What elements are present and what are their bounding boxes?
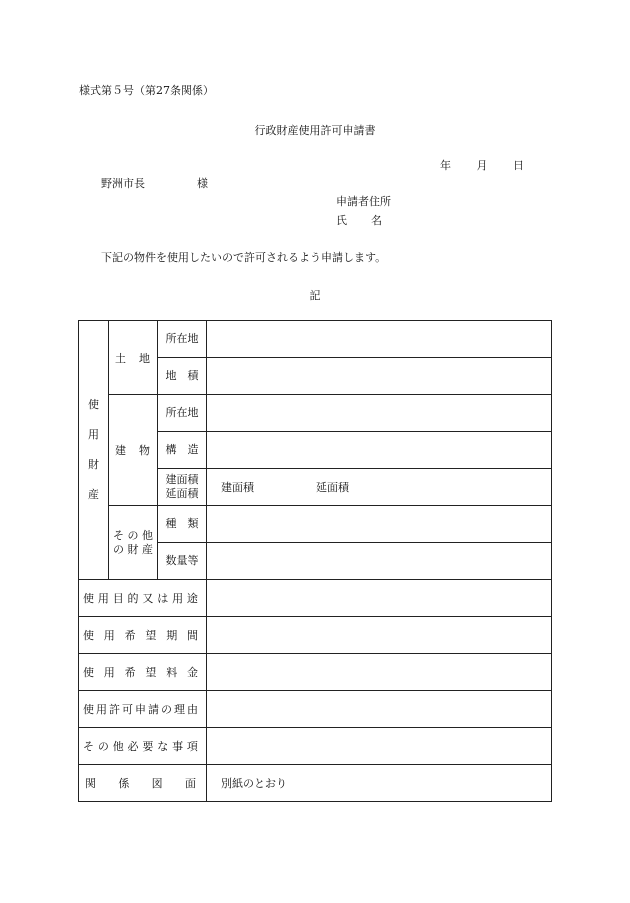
other-quantity-label: 数量等 <box>158 543 207 580</box>
floor-area-value: 延面積 <box>316 481 349 494</box>
land-area-label: 地 積 <box>158 358 207 395</box>
building-area-value: 建面積 <box>221 481 254 494</box>
date-day: 日 <box>513 159 524 172</box>
land-location-label: 所在地 <box>158 321 207 358</box>
land-label: 土 地 <box>109 321 158 395</box>
other-items-label: そ の 他 必 要 な 事 項 <box>79 728 207 765</box>
drawings-field[interactable] <box>207 765 552 802</box>
building-structure-field[interactable] <box>207 432 552 469</box>
land-area-field[interactable] <box>207 358 552 395</box>
purpose-field[interactable] <box>207 580 552 617</box>
fee-label: 使 用 希 望 料 金 <box>79 654 207 691</box>
date-line <box>440 157 524 173</box>
property-group-label: 使 用 財 産 <box>79 321 109 580</box>
applicant-address-label: 申請者住所 <box>336 195 391 208</box>
reason-label: 使 用 許 可 申 請 の 理 由 <box>79 691 207 728</box>
building-label: 建 物 <box>109 395 158 506</box>
applicant-name-label: 氏名 <box>336 214 406 227</box>
period-field[interactable] <box>207 617 552 654</box>
request-text: 下記の物件を使用したいので許可されるよう申請します。 <box>101 251 387 264</box>
building-location-label: 所在地 <box>158 395 207 432</box>
drawings-value: 別紙のとおり <box>221 777 287 790</box>
building-location-field[interactable] <box>207 395 552 432</box>
building-structure-label: 構 造 <box>158 432 207 469</box>
building-area-label: 建面積 延面積 <box>158 469 207 506</box>
other-kind-label: 種 類 <box>158 506 207 543</box>
addressee: 野洲市長 <box>101 177 145 190</box>
date-year: 年 <box>440 159 451 172</box>
building-area-field[interactable] <box>207 469 552 506</box>
fee-field[interactable] <box>207 654 552 691</box>
addressee-suffix: 様 <box>197 177 208 190</box>
other-kind-field[interactable] <box>207 506 552 543</box>
purpose-label: 使 用 目 的 又 は 用 途 <box>79 580 207 617</box>
other-items-field[interactable] <box>207 728 552 765</box>
form-number: 様式第５号（第27条関係） <box>79 84 214 97</box>
drawings-label: 関 係 図 面 <box>79 765 207 802</box>
other-quantity-field[interactable] <box>207 543 552 580</box>
period-label: 使 用 希 望 期 間 <box>79 617 207 654</box>
land-location-field[interactable] <box>207 321 552 358</box>
document-title: 行政財産使用許可申請書 <box>254 124 376 137</box>
ki-heading: 記 <box>309 289 321 302</box>
other-property-label: そ の 他 の 財 産 <box>109 506 158 580</box>
application-table <box>78 320 552 802</box>
date-month: 月 <box>476 159 488 172</box>
reason-field[interactable] <box>207 691 552 728</box>
